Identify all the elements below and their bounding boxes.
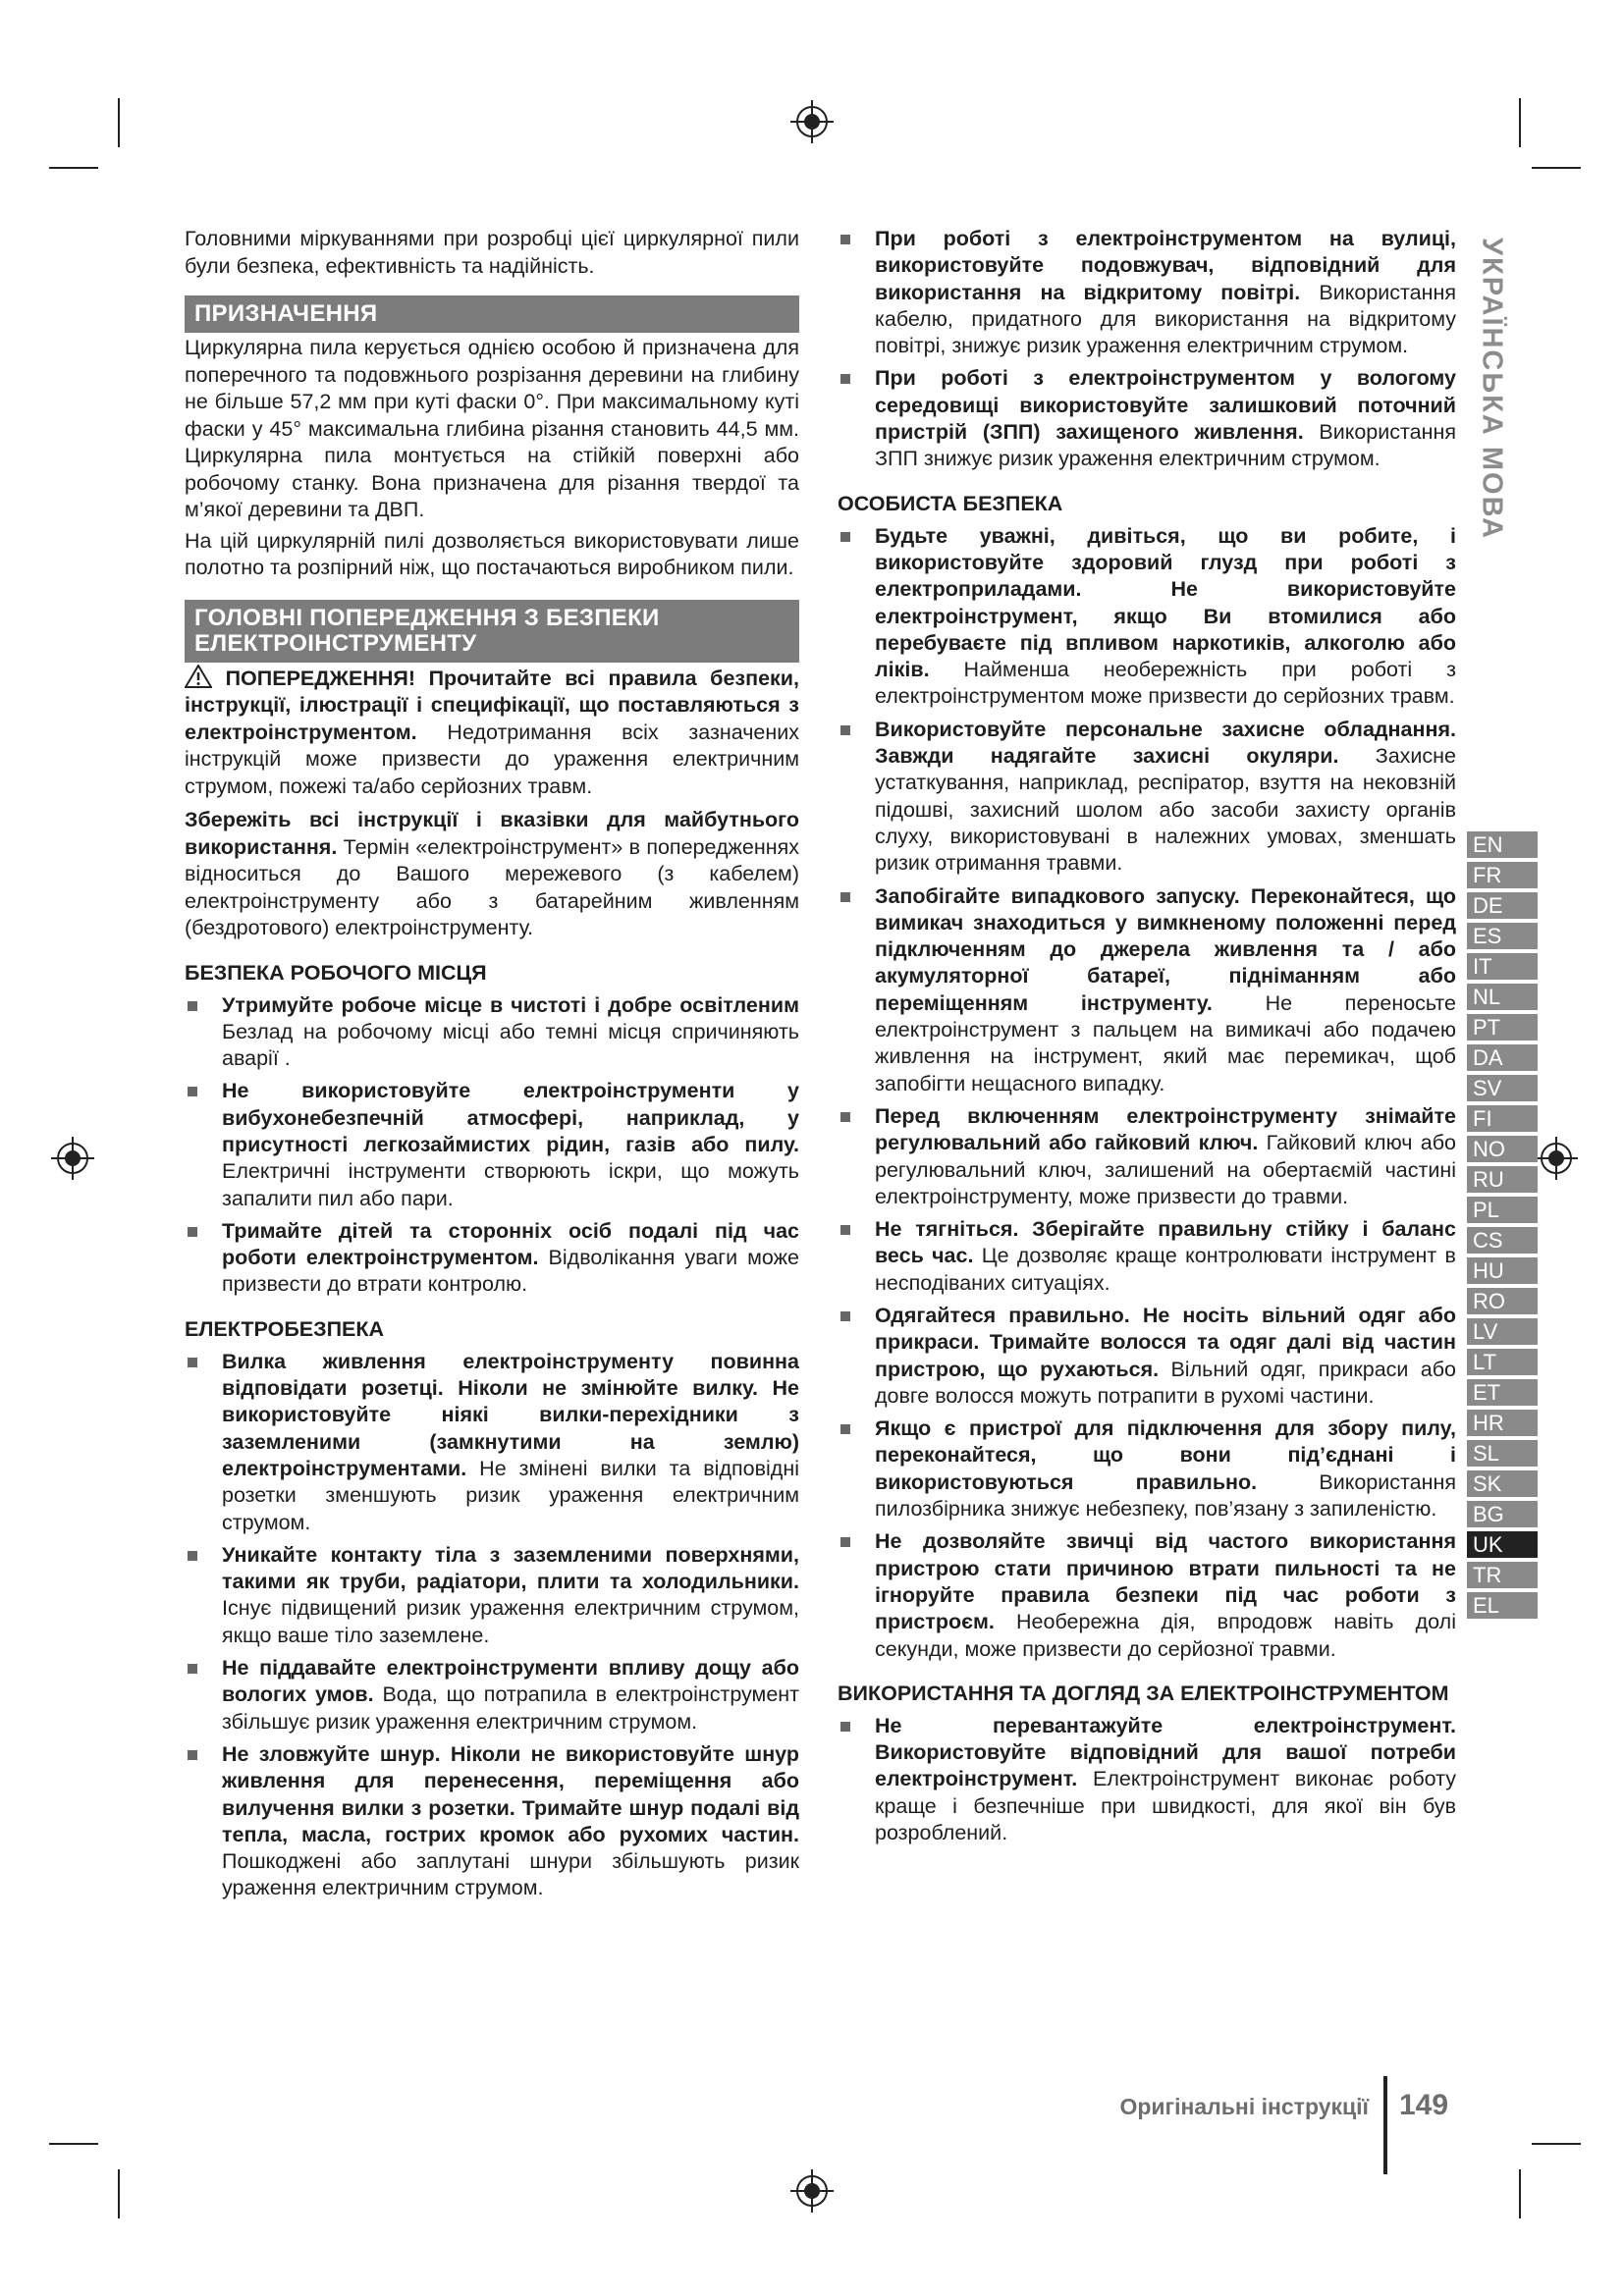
language-tab-lv[interactable]: LV (1467, 1318, 1538, 1349)
side-language-title (1473, 232, 1510, 546)
list-item-text: Це дозволяє краще контролювати інструмент в несподіваних ситуаціях. (875, 1244, 1456, 1295)
language-tab-hu[interactable]: HU (1467, 1257, 1538, 1288)
purpose-heading (185, 295, 799, 333)
list-item-text: Пошкоджені або заплутані шнури збільшують ризик ураження електричним струмом. (222, 1849, 799, 1900)
list-item (185, 992, 799, 1073)
list-item-text: Використання ЗПП знижує ризик ураження електричним струмом. (875, 420, 1456, 471)
language-tab-ro[interactable]: RO (1467, 1288, 1538, 1318)
list-item (838, 1713, 1456, 1846)
language-tab-pl[interactable]: PL (1467, 1197, 1538, 1227)
save-instructions-bold: Збережіть всі інструкції і вказівки для майбутнього використання. (185, 808, 799, 859)
list-item (838, 523, 1456, 711)
list-item (185, 1655, 799, 1735)
list-item-text: Захисне устаткування, наприклад, респіратор, взуття на нековзній підошві, захисний шолом або засоби захисту органів слуху, використовувані в належних умовах, зменшать ризик отримання травми. (875, 744, 1457, 876)
list-item-text: Не переносьте електроінструмент з пальцем на вимикачі або подачею живлення на інструмент, який має перемикач, щоб запобігти нещасного випадку. (875, 990, 1456, 1095)
general-warnings-heading-line1: ГОЛОВНІ ПОПЕРЕДЖЕННЯ З БЕЗПЕКИ (194, 604, 660, 631)
language-tab-en[interactable]: EN (1467, 831, 1538, 862)
crop-mark (1519, 98, 1521, 147)
language-tab-el[interactable]: EL (1467, 1592, 1538, 1623)
language-tab-da[interactable]: DA (1467, 1044, 1538, 1075)
list-item (838, 1415, 1456, 1522)
language-tab-bg[interactable]: BG (1467, 1501, 1538, 1531)
purpose-heading-text: ПРИЗНАЧЕННЯ (194, 300, 378, 327)
language-tab-lt[interactable]: LT (1467, 1349, 1538, 1379)
list-item-bold: Будьте уважні, дивіться, що ви робите, і використовуйте здоровий глузд при роботі з електроприладами. Не використовуйте електроінструмент, якщо Ви втомилися або перебуваєте під впливом наркотиків, алкоголю або ліків. (875, 523, 1456, 682)
crop-mark (49, 167, 98, 169)
list-item-bold: Не дозволяйте звичці від частого використання пристрою стати причиною втрати пильності та не ігноруйте правила безпеки під час роботи з пристроєм. (875, 1529, 1456, 1634)
language-tab-sl[interactable]: SL (1467, 1440, 1538, 1470)
list-item (838, 883, 1456, 1097)
workplace-safety-list (185, 992, 799, 1299)
list-item-bold: Запобігайте випадкового запуску. Переконайтеся, що вимикач знаходиться у вимкненому положенні перед підключенням до джерела живлення та / або акумуляторної батареї, підніманням або переміщенням інструменту. (875, 883, 1456, 1015)
language-tab-sv[interactable]: SV (1467, 1075, 1538, 1105)
crop-mark (118, 2169, 120, 2218)
language-tab-ru[interactable]: RU (1467, 1166, 1538, 1197)
list-item-bold: Не тягніться. Зберігайте правильну стійку і баланс весь час. (875, 1217, 1456, 1268)
personal-safety-heading: ОСОБИСТА БЕЗПЕКА (838, 491, 1063, 515)
list-item (838, 1303, 1456, 1410)
general-warnings-heading-line2: ЕЛЕКТРОІНСТРУМЕНТУ (194, 629, 477, 657)
use-care-heading: ВИКОРИСТАННЯ ТА ДОГЛЯД ЗА ЕЛЕКТРОІНСТРУМЕНТОМ (838, 1681, 1449, 1705)
language-tab-sk[interactable]: SK (1467, 1470, 1538, 1501)
list-item-text: Існує підвищений ризик ураження електричним струмом, якщо ваше тіло заземлене. (222, 1596, 799, 1647)
list-item-text: Використання пилозбірника знижує небезпеку, пов’язану з запиленістю. (875, 1469, 1456, 1522)
list-item-bold: Не перевантажуйте електроінструмент. Використовуйте відповідний для вашої потреби електроінструмент. (875, 1713, 1456, 1791)
list-item (838, 717, 1456, 878)
language-tab-cs[interactable]: CS (1467, 1227, 1538, 1257)
personal-safety-list (838, 523, 1456, 1663)
list-item (838, 365, 1456, 472)
list-item (838, 226, 1456, 359)
list-item-bold: Тримайте дітей та сторонніх осіб подалі під час роботи електроінструментом. (222, 1218, 799, 1270)
language-tab-it[interactable]: IT (1467, 953, 1538, 984)
language-tab-fr[interactable]: FR (1467, 862, 1538, 892)
list-item-text: Не змінені вилки та відповідні розетки зменшують ризик ураження електричним струмом. (222, 1456, 799, 1534)
list-item (838, 1528, 1456, 1662)
language-tab-tr[interactable]: TR (1467, 1562, 1538, 1592)
list-item-bold: Не зловжуйте шнур. Ніколи не використовуйте шнур живлення для перенесення, переміщення або вилучення вилки з розетки. Тримайте шнур подалі від тепла, масла, гострих кромок або рухомих частин. (222, 1741, 799, 1846)
crop-mark (1532, 167, 1581, 169)
registration-mark-icon (51, 1137, 94, 1180)
registration-mark-icon (790, 100, 834, 143)
list-item (185, 1349, 799, 1536)
warning-text: Недотримання всіх зазначених інструкцій може призвести до ураження електричним струмом, пожежі та/або серйозних травм. (185, 720, 799, 798)
electrical-safety-list (185, 1349, 799, 1902)
language-tab-pt[interactable]: PT (1467, 1014, 1538, 1044)
right-column (838, 226, 1456, 1846)
page-number: 149 (1399, 2089, 1449, 2121)
list-item (838, 1216, 1456, 1297)
electrical-safety-heading: ЕЛЕКТРОБЕЗПЕКА (185, 1316, 385, 1341)
outdoor-electrical-list (838, 226, 1456, 473)
list-item-bold: При роботі з електроінструментом на вулиці, використовуйте подовжувач, відповідний для використання на відкритому повітрі. (875, 227, 1456, 304)
crop-mark (49, 2143, 98, 2145)
list-item-bold: Вилка живлення електроінструменту повинна відповідати розетці. Ніколи не змінюйте вилку. Не використовуйте ніякі вилки-перехідники з заземленими (замкнутими на землю) електроінструментами. (222, 1349, 799, 1480)
footer-original-instructions: Оригінальні інструкції (1119, 2094, 1369, 2119)
intro-paragraph: Головними міркуваннями при розробці цієї циркулярної пили були безпека, ефективність та надійність. (185, 227, 799, 278)
list-item (838, 1103, 1456, 1210)
list-item-bold: Не піддавайте електроінструменти впливу дощу або вологих умов. (222, 1656, 799, 1707)
footer-divider (1383, 2076, 1387, 2174)
list-item-text: Гайковий ключ або регулювальний ключ, залишений на обертаємій частині електроінструменту, може призвести до травми. (875, 1131, 1456, 1208)
warning-bold-text: ПОПЕРЕДЖЕННЯ! Прочитайте всі правила безпеки, інструкції, ілюстрації і специфікації, що поставляються з електроінструментом. (185, 666, 799, 744)
list-item-bold: Перед включенням електроінструменту знімайте регулювальний або гайковий ключ. (875, 1103, 1456, 1155)
language-tab-fi[interactable]: FI (1467, 1105, 1538, 1136)
list-item-text: Вільний одяг, прикраси або довге волосся можуть потрапити в рухомі частини. (875, 1357, 1456, 1408)
save-instructions-text: Термін «електроінструмент» в попередженнях відноситься до Вашого мережевого (з кабелем) електроінструменту або з батарейним живленням (бездротового) електроінструменту. (185, 834, 799, 939)
warning-paragraph (185, 665, 799, 801)
left-column (185, 226, 799, 1902)
side-language-title-text: УКРАЇНСЬКА МОВА (1476, 237, 1508, 541)
purpose-paragraph-1: Циркулярна пила керується однією особою й призначена для поперечного та подовжнього розрізання деревини на глибину не більше 57,2 мм при куті фаски 0°. При максимальному куті фаски у 45° максимальна глибина різання становить 44,5 мм. Циркулярна пила монтується на стійкій поверхні або робочому станку. Вона призначена для різання твердої та м’якої деревини та ДВП. (185, 336, 799, 521)
list-item-bold: Використовуйте персональне захисне обладнання. Завжди надягайте захисні окуляри. (875, 717, 1456, 769)
warning-triangle-icon (185, 665, 212, 688)
language-tab-no[interactable]: NO (1467, 1136, 1538, 1166)
crop-mark (118, 98, 120, 147)
list-item-text: Електричні інструменти створюють іскри, що можуть запалити пил або пари. (222, 1159, 799, 1210)
registration-mark-icon (1535, 1137, 1578, 1180)
list-item-text: Використання кабелю, придатного для використання на відкритому повітрі, знижує ризик ураження електричним струмом. (875, 280, 1456, 358)
list-item-text: Найменша необережність при роботі з електроінструментом може призвести до серйозних травм. (875, 658, 1456, 709)
list-item (185, 1741, 799, 1902)
list-item-text: Необережна дія, впродовж навіть долі секунди, може призвести до серйозної травми. (875, 1610, 1456, 1661)
language-tab-uk[interactable]: UK (1467, 1531, 1538, 1562)
use-care-list (838, 1713, 1456, 1846)
crop-mark (1532, 2143, 1581, 2145)
purpose-paragraph-2: На цій циркулярній пилі дозволяється використовувати лише полотно та розпірний ніж, що постачаються виробником пили. (185, 528, 799, 579)
list-item-bold: Уникайте контакту тіла з заземленими поверхнями, такими як труби, радіатори, плити та холодильники. (222, 1542, 799, 1594)
list-item-bold: Не використовуйте електроінструменти у вибухонебезпечній атмосфері, наприклад, у присутності легкозаймистих рідин, газів або пилу. (222, 1079, 799, 1156)
list-item (185, 1218, 799, 1299)
language-tab-de[interactable]: DE (1467, 892, 1538, 923)
workplace-safety-heading: БЕЗПЕКА РОБОЧОГО МІСЦЯ (185, 960, 487, 985)
language-tab-nl[interactable]: NL (1467, 984, 1538, 1014)
language-tabs (1467, 831, 1538, 1623)
registration-mark-icon (790, 2169, 834, 2213)
language-tab-es[interactable]: ES (1467, 923, 1538, 953)
language-tab-hr[interactable]: HR (1467, 1410, 1538, 1440)
general-warnings-heading (185, 600, 799, 663)
save-instructions-paragraph (185, 807, 799, 942)
list-item (185, 1542, 799, 1649)
list-item-bold: Якщо є пристрої для підключення для збору пилу, переконайтеся, що вони під’єднані і використовуються правильно. (875, 1416, 1456, 1494)
list-item-text: Відволікання уваги може призвести до втрати контролю. (222, 1246, 799, 1297)
list-item-bold: Утримуйте робоче місце в чистоті і добре освітленим (222, 992, 799, 1017)
list-item (185, 1078, 799, 1211)
list-item-bold: При роботі з електроінструментом у вологому середовищі використовуйте залишковий поточний пристрій (ЗПП) захищеного живлення. (875, 366, 1456, 445)
language-tab-et[interactable]: ET (1467, 1379, 1538, 1410)
crop-mark (1519, 2169, 1521, 2218)
list-item-text: Безлад на робочому місці або темні місця спричиняють аварії . (222, 1019, 799, 1071)
list-item-text: Вода, що потрапила в електроінструмент збільшує ризик ураження електричним струмом. (222, 1682, 800, 1734)
list-item-text: Електроінструмент виконає роботу краще і безпечніше при швидкості, для якої він був розроблений. (875, 1767, 1456, 1845)
list-item-bold: Одягайтеся правильно. Не носіть вільний одяг або прикраси. Тримайте волосся та одяг далі від частин пристрою, що рухаються. (875, 1303, 1456, 1381)
